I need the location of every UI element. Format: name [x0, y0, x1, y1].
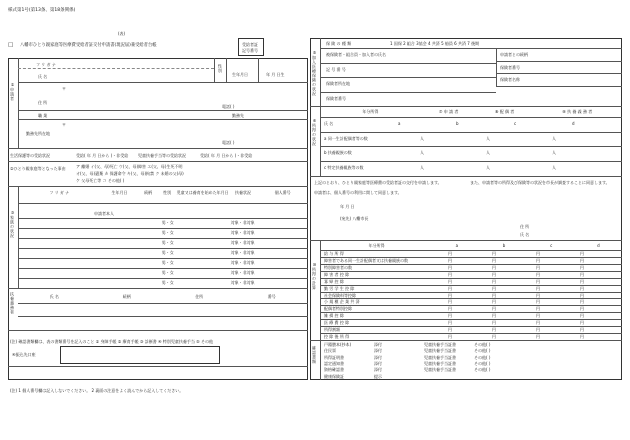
- income-row-label: b 扶養親族の数: [324, 150, 352, 156]
- reason-options-1[interactable]: ア 離婚 イ(父、母)死亡 ウ(父、母)障害 エ(父、母)生死不明: [76, 164, 183, 169]
- calc-value[interactable]: 円: [492, 257, 496, 263]
- postal-mark: 〒: [62, 86, 66, 91]
- check-cell: 住民票: [324, 348, 336, 354]
- payee-header: 氏 名 続柄 住所 番号: [49, 294, 276, 299]
- insurance-label: ⑤加入医療保険の状況: [312, 50, 317, 96]
- check-cell[interactable]: その他( ): [474, 348, 491, 354]
- applicant-name-label: 氏 名: [520, 232, 530, 237]
- income-label: ⑥所得の状況: [312, 118, 317, 146]
- calc-value[interactable]: 円: [492, 320, 496, 326]
- calc-value[interactable]: 円: [448, 271, 452, 277]
- check-cell: 認定通知書: [324, 360, 344, 366]
- calc-row-label: 障 害 者 控 除: [324, 271, 350, 277]
- statement-3: 申請者は、個人番号の利用に関して同意します。: [314, 190, 402, 195]
- income-unit: 人: [420, 150, 424, 156]
- section-family-label: ③家族の状況: [10, 210, 15, 238]
- job-label: 職 業: [38, 113, 48, 118]
- welfare-label: 生活保護等の受給状況: [10, 153, 50, 158]
- reason-options-2[interactable]: オ(父、母)遺棄 カ 保護命令 キ(父、母)拘禁 ク 未婚の父(母): [76, 171, 184, 176]
- work-address-label: 勤務先所在地: [26, 131, 50, 136]
- check-cell[interactable]: 添付: [374, 367, 382, 373]
- calc-value[interactable]: 円: [580, 285, 584, 291]
- calc-value[interactable]: 円: [580, 292, 584, 298]
- birth-label: 生年月日: [232, 72, 248, 77]
- calc-value[interactable]: 円: [448, 299, 452, 305]
- check-cell[interactable]: 添付: [374, 342, 382, 347]
- applicant-address-label: 住 所: [520, 224, 530, 229]
- address-label: 住 所: [38, 100, 48, 105]
- calc-value[interactable]: 円: [580, 320, 584, 326]
- calc-value[interactable]: 円: [536, 334, 540, 340]
- front-mark: (表): [118, 31, 126, 36]
- family-row[interactable]: 男・女 対象・非対象: [161, 280, 255, 285]
- applicant-name-field[interactable]: [60, 60, 214, 82]
- calc-label: ⑩所得の計算: [312, 262, 317, 290]
- insurance-kind-options[interactable]: 1 国保 2 組合 3協会 4 共済 5 船員 6 共済 7 後期: [390, 41, 480, 46]
- certificate-code-label: 記号番号: [242, 48, 258, 53]
- gender-label: 性別: [218, 64, 223, 73]
- postal-mark-2: 〒: [62, 122, 66, 127]
- right-form-frame: [310, 38, 622, 380]
- calc-row-label: 控 除 後 所 得: [324, 334, 350, 340]
- calc-value[interactable]: 円: [536, 285, 540, 291]
- income-col-letter: a: [398, 121, 401, 126]
- income-row-label: a 同一生計配偶者等の数: [324, 135, 368, 141]
- footnote-1: (注) 確認書類欄は、表の書類番号を記入のこと ① 身障手帳 ② 療育手帳 ③ 診断書 ④ 特別児童扶養手当 ⑤ その他: [10, 339, 214, 344]
- furigana-label: フ リ ガ ナ: [36, 62, 56, 67]
- insurance-row-label: 被保険者・組合員・加入者の氏名: [326, 52, 386, 57]
- certificate-number-box: [238, 38, 264, 56]
- calc-value[interactable]: 円: [580, 334, 584, 340]
- income-header: 年分所得 ⑦ 申 請 者 ⑧ 配 偶 者 ⑨ 扶 養 義 務 者: [362, 109, 593, 114]
- calc-row-label: 配偶者特別控除: [324, 306, 352, 312]
- check-cell[interactable]: 児童扶養手当証書: [424, 354, 456, 360]
- insurance-kind-label: 保 険 の 種 類: [326, 41, 352, 46]
- calc-value[interactable]: 円: [448, 313, 452, 319]
- check-cell[interactable]: 添付: [374, 348, 382, 354]
- form-kanji-mark: □: [8, 42, 14, 48]
- calc-value[interactable]: 円: [492, 306, 496, 312]
- calc-value[interactable]: 円: [492, 285, 496, 291]
- reason-label: ②ひとり親家庭等となった事由: [10, 166, 66, 171]
- check-cell[interactable]: 提示: [374, 373, 382, 379]
- calc-value[interactable]: 円: [492, 334, 496, 340]
- calc-value[interactable]: 円: [448, 327, 452, 333]
- calc-value[interactable]: 円: [448, 334, 452, 340]
- insurance-row-label: 保険者所在地: [326, 81, 350, 86]
- income-col-letter: c: [514, 121, 517, 126]
- check-cell: 資格確認書: [324, 367, 344, 373]
- calc-value[interactable]: 円: [448, 264, 452, 270]
- insurance-right-label: 保険者番号: [500, 64, 520, 70]
- check-cell[interactable]: 児童扶養手当証書: [424, 367, 456, 373]
- calc-value[interactable]: 円: [492, 278, 496, 284]
- bank-label: ④振込先口座: [12, 352, 36, 357]
- calc-row-label: 障害者である同一生計配偶者又は扶養親族の数: [324, 257, 408, 263]
- welfare-option-1[interactable]: 受給( 年 月 日から )・非受給: [76, 153, 129, 158]
- certificate-label: 受給者証: [242, 42, 258, 47]
- family-note: 申請者本人: [94, 211, 114, 216]
- calc-value[interactable]: 円: [536, 292, 540, 298]
- family-row[interactable]: 男・女 対象・非対象: [161, 250, 255, 255]
- family-row[interactable]: 男・女 対象・非対象: [161, 260, 255, 265]
- statement-2: また、申請者等の所得及び保険等の状況を市長が調査することに同意します。: [470, 180, 610, 185]
- calc-value[interactable]: 円: [492, 313, 496, 319]
- insurance-right-label: 保険者名称: [500, 77, 520, 83]
- family-row[interactable]: 男・女 対象・非対象: [161, 270, 255, 275]
- check-cell: 所得証明書: [324, 354, 344, 360]
- check-cell[interactable]: 児童扶養手当証書: [424, 360, 456, 366]
- family-row[interactable]: 男・女 対象・非対象: [161, 220, 255, 225]
- income-unit: 人: [420, 165, 424, 171]
- income-row-label: 氏 名: [324, 121, 334, 126]
- calc-row-label: 医 療 費 控 除: [324, 320, 350, 326]
- income-unit: 人: [552, 150, 556, 156]
- statement-1: 上記のとおり、ひとり親家庭等医療費の受給者証の交付を申請します。: [314, 180, 442, 185]
- calc-value[interactable]: 円: [536, 271, 540, 277]
- calc-value[interactable]: 円: [536, 306, 540, 312]
- check-cell: 健康保険証: [324, 373, 344, 379]
- calc-value[interactable]: 円: [492, 292, 496, 298]
- section-applicant-label: ①申請者: [10, 82, 15, 101]
- calc-value[interactable]: 円: [492, 327, 496, 333]
- calc-value[interactable]: 円: [492, 251, 496, 256]
- calc-value[interactable]: 円: [536, 278, 540, 284]
- calc-value[interactable]: 円: [580, 313, 584, 319]
- calc-value[interactable]: 円: [448, 306, 452, 312]
- calc-value[interactable]: 円: [536, 327, 540, 333]
- bank-account-field[interactable]: [60, 346, 220, 364]
- check-cell[interactable]: その他( ): [474, 342, 491, 347]
- family-row[interactable]: 男・女 対象・非対象: [161, 230, 255, 235]
- calc-row-label: 社会保険料等控除: [324, 292, 356, 298]
- calc-value[interactable]: 円: [580, 306, 584, 312]
- income-col-letter: d: [572, 121, 575, 126]
- addressee: (宛先) 八幡市長: [340, 216, 369, 221]
- calc-row-label: 特別障害者の数: [324, 264, 352, 270]
- calc-value[interactable]: 円: [580, 278, 584, 284]
- check-cell[interactable]: その他( ): [474, 354, 491, 360]
- insurance-row-label: 記 号 番 号: [326, 66, 346, 72]
- calc-value[interactable]: 円: [448, 251, 452, 256]
- calc-value[interactable]: 円: [580, 257, 584, 263]
- calc-row-label: 給 与 所 得: [324, 251, 344, 256]
- calc-row-label: 小 規 模 企 業 共 済: [324, 299, 360, 305]
- footnote-2: (注) 1 個人番号欄は記入しないでください。 2 裏面の注意をよく読んでから記入してください。: [10, 388, 184, 393]
- check-cell[interactable]: 児童扶養手当証書: [424, 342, 456, 347]
- calc-value[interactable]: 円: [448, 285, 452, 291]
- check-cell: 戸籍謄本(抄本): [324, 342, 352, 347]
- calc-value[interactable]: 円: [536, 264, 540, 270]
- calc-value[interactable]: 円: [536, 313, 540, 319]
- calc-row-label: 勤 労 学 生 控 除: [324, 285, 355, 291]
- check-cell[interactable]: その他( ): [474, 360, 491, 366]
- welfare-option-3[interactable]: 受給( 年 月 日から )・非受給: [200, 153, 253, 158]
- check-cell[interactable]: 児童扶養手当証書: [424, 348, 456, 354]
- income-unit: 人: [486, 135, 490, 141]
- calc-value[interactable]: 円: [580, 299, 584, 305]
- name-label: 氏 名: [38, 74, 48, 79]
- check-label: 確認書類: [312, 346, 317, 364]
- calc-header: 年分所得 a b c d: [368, 243, 600, 248]
- welfare-option-2: 児童扶養手当等の受給状況: [138, 153, 186, 158]
- income-row-label: c 特定扶養親族等の数: [324, 165, 364, 171]
- calc-value[interactable]: 円: [448, 257, 452, 263]
- calc-value[interactable]: 円: [448, 278, 452, 284]
- calc-value[interactable]: 円: [448, 320, 452, 326]
- check-cell[interactable]: 添付: [374, 354, 382, 360]
- check-cell[interactable]: 添付: [374, 360, 382, 366]
- calc-row-label: 寡 婦 控 除: [324, 278, 344, 284]
- insurance-row-label: 保険者番号: [326, 95, 346, 101]
- form-title: 八幡市ひとり親家庭等医療費受給者証交付申請書(現況届)兼受給者台帳: [20, 43, 157, 48]
- income-unit: 人: [552, 135, 556, 141]
- workplace-label: 勤務先: [232, 113, 244, 118]
- calc-value[interactable]: 円: [580, 271, 584, 277]
- form-number: 様式第1号(第13条、第18条関係): [8, 8, 76, 13]
- income-unit: 人: [420, 135, 424, 141]
- family-header: フ リ ガ ナ 生年月日 続柄 性別 児童又は養育を始めた年月日 扶養状況 個人番号: [49, 190, 291, 195]
- phone-label: 電話( ): [222, 104, 235, 109]
- calc-value[interactable]: 円: [580, 251, 584, 256]
- calc-value[interactable]: 円: [492, 264, 496, 270]
- calc-value[interactable]: 円: [536, 320, 540, 326]
- calc-value[interactable]: 円: [492, 271, 496, 277]
- calc-value[interactable]: 円: [536, 251, 540, 256]
- dob-value: 年 月 日生: [266, 72, 285, 77]
- insurance-right-label: 申請者との続柄: [500, 52, 528, 57]
- address-field[interactable]: [60, 84, 306, 108]
- income-col-letter: b: [456, 121, 459, 126]
- calc-value[interactable]: 円: [536, 257, 540, 263]
- income-unit: 人: [486, 150, 490, 156]
- phone-label-2: 電話( ): [222, 140, 235, 145]
- income-unit: 人: [486, 165, 490, 171]
- calc-value[interactable]: 円: [580, 264, 584, 270]
- calc-row-label: 雑 損 控 除: [324, 313, 344, 319]
- calc-value[interactable]: 円: [448, 292, 452, 298]
- calc-value[interactable]: 円: [492, 299, 496, 305]
- check-cell[interactable]: その他( ): [474, 367, 491, 373]
- calc-value[interactable]: 円: [580, 327, 584, 333]
- calc-value[interactable]: 円: [536, 299, 540, 305]
- family-row[interactable]: 男・女 対象・非対象: [161, 240, 255, 245]
- date-label: 年 月 日: [340, 204, 355, 209]
- income-unit: 人: [552, 165, 556, 171]
- reason-options-3[interactable]: ケ 父母死亡等 コ その他( ): [76, 178, 125, 183]
- calc-row-label: 所得割額: [324, 327, 340, 333]
- payee-label: 扶養義務者: [10, 292, 15, 315]
